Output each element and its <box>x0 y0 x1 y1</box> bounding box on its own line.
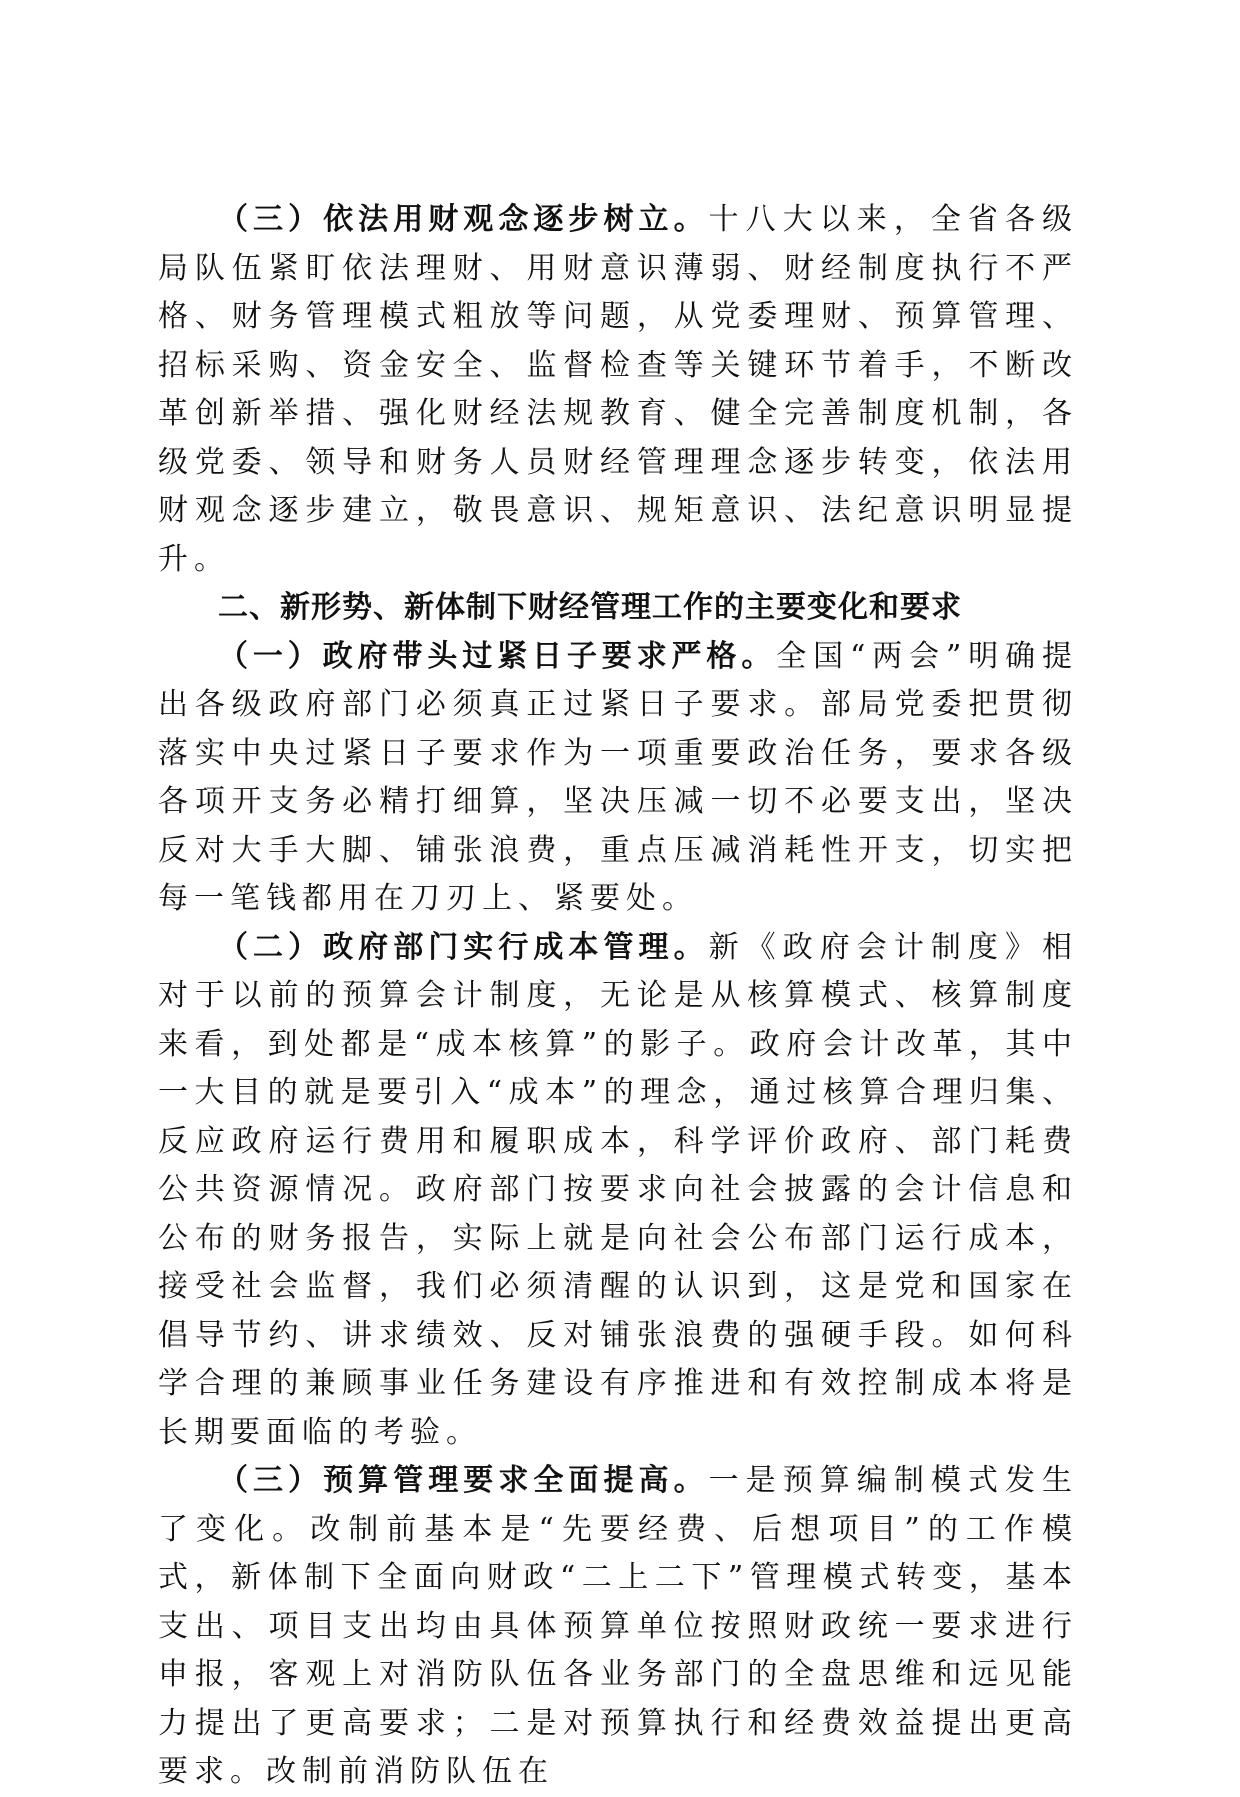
paragraph-body: 十八大以来，全省各级局队伍紧盯依法理财、用财意识薄弱、财经制度执行不严格、财务管理模式粗放等问题，从党委理财、预算管理、招标采购、资金安全、监督检查等关键环节着手，不断改革创新举措、强化财经法规教育、健全完善制度机制，各级党委、领导和财务人员财经管理理念逐步转变，依法用财观念逐步建立，敬畏意识、规矩意识、法纪意识明显提升。 <box>158 202 1079 577</box>
paragraph-budget-requirements <box>158 1457 1078 1797</box>
paragraph-cost-management <box>158 924 1078 1458</box>
paragraph-lead: （三）依法用财观念逐步树立。 <box>218 202 709 237</box>
paragraph-lead: （二）政府部门实行成本管理。 <box>218 929 709 965</box>
paragraph-lead: （三）预算管理要求全面提高。 <box>218 1463 709 1498</box>
paragraph-legal-finance-concept <box>158 196 1078 584</box>
paragraph-tight-budget <box>158 633 1078 924</box>
paragraph-body: 全国“两会”明确提出各级政府部门必须真正过紧日子要求。部局党委把贯彻落实中央过紧日子要求作为一项重要政治任务，要求各级各项开支务必精打细算，坚决压减一切不必要支出，坚决反对大手大脚、铺张浪费，重点压减消耗性开支，切实把每一笔钱都用在刀刃上、紧要处。 <box>158 638 1078 916</box>
document-page <box>158 196 1078 1797</box>
section-heading-2: 二、新形势、新体制下财经管理工作的主要变化和要求 <box>218 590 962 625</box>
paragraph-lead: （一）政府带头过紧日子要求严格。 <box>218 638 777 674</box>
paragraph-body: 新《政府会计制度》相对于以前的预算会计制度，无论是从核算模式、核算制度来看，到处都是“成本核算”的影子。政府会计改革，其中一大目的就是要引入“成本”的理念，通过核算合理归集、反应政府运行费用和履职成本，科学评价政府、部门耗费公共资源情况。政府部门按要求向社会披露的会计信息和公布的财务报告，实际上就是向社会公布部门运行成本，接受社会监督，我们必须清醒的认识到，这是党和国家在倡导节约、讲求绩效、反对铺张浪费的强硬手段。如何科学合理的兼顾事业任务建设有序推进和有效控制成本将是长期要面临的考验。 <box>158 929 1079 1450</box>
paragraph-body: 一是预算编制模式发生了变化。改制前基本是“先要经费、后想项目”的工作模式，新体制下全面向财政“二上二下”管理模式转变，基本支出、项目支出均由具体预算单位按照财政统一要求进行申报，客观上对消防队伍各业务部门的全盘思维和远见能力提出了更高要求；二是对预算执行和经费效益提出更高要求。改制前消防队伍在 <box>158 1463 1079 1789</box>
